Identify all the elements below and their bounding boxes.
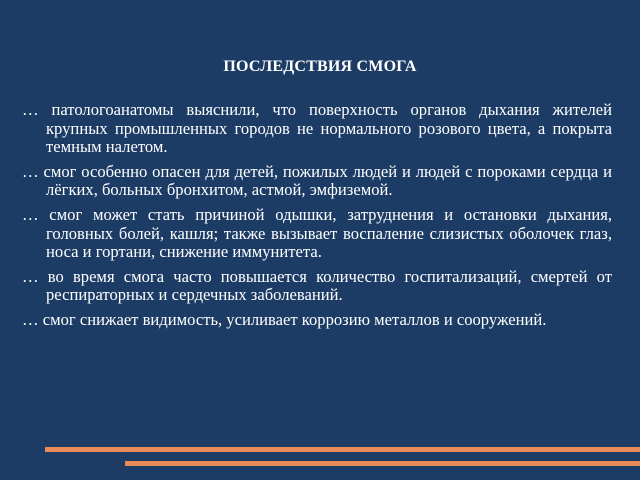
paragraph-hospitalizations: … во время смога часто повышается количество госпитализаций, смертей от респираторных и сердечных заболеваний. xyxy=(22,266,612,305)
paragraph-visibility-corrosion: … смог снижает видимость, усиливает коррозию металлов и сооружений. xyxy=(22,309,547,329)
paragraph-pathology: … патологоанатомы выяснили, что поверхность органов дыхания жителей крупных промышленных городов не нормального розового цвета, а покрыта темным налетом. xyxy=(22,100,612,157)
decorative-stripe-top xyxy=(45,447,640,452)
decorative-stripe-bottom xyxy=(125,461,640,466)
paragraph-risk-groups: … смог особенно опасен для детей, пожилых людей и людей с пороками сердца и лёгких, больных бронхитом, астмой, эмфиземой. xyxy=(22,161,612,200)
paragraph-symptoms: … смог может стать причиной одышки, затруднения и остановки дыхания, головных болей, кашля; также вызывает воспаление слизистых оболочек глаз, носа и гортани, снижение иммунитета. xyxy=(22,204,612,262)
slide-content xyxy=(22,101,612,336)
slide-title: ПОСЛЕДСТВИЯ СМОГА xyxy=(223,58,417,75)
